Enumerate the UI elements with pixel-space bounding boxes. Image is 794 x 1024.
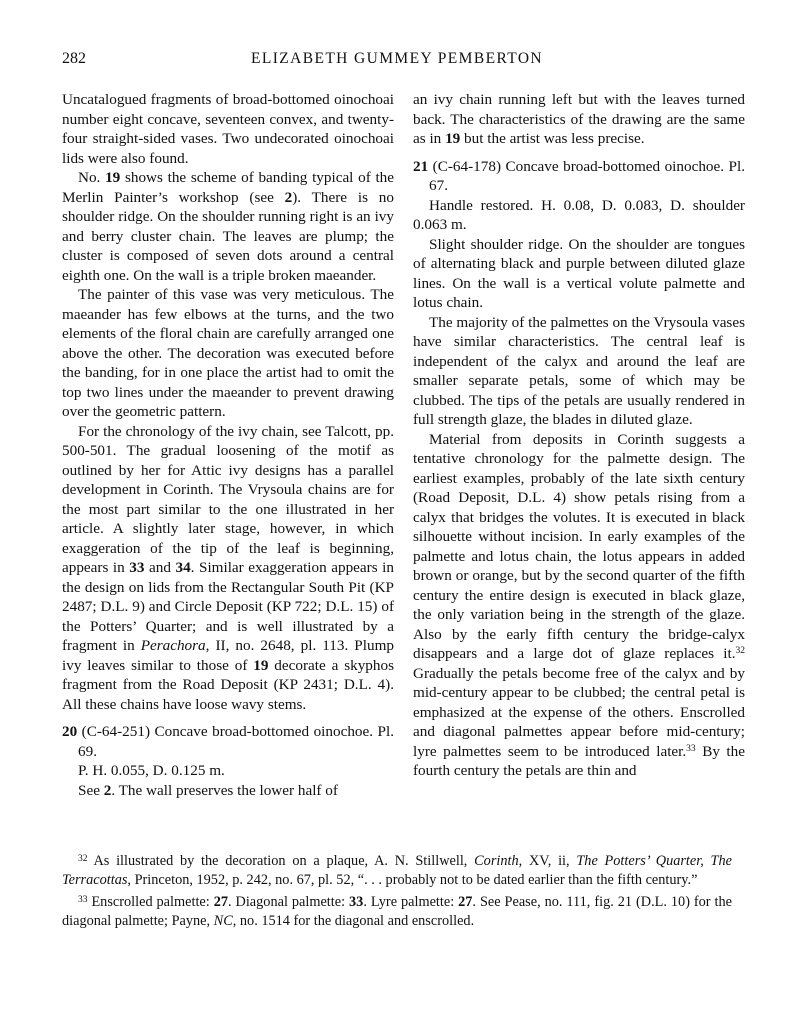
catalogue-dimensions-21: Handle restored. H. 0.08, D. 0.083, D. shoulder 0.063 m. — [413, 196, 745, 233]
catalogue-ref: 19 — [253, 656, 269, 674]
page-number: 282 — [62, 50, 86, 67]
left-column — [62, 90, 394, 800]
paragraph-uncatalogued: Uncatalogued fragments of broad-bottomed oinochoai number eight concave, seventeen convex, and twenty-four straight-sided vases. Two undecorated oinochoai lids were also found. — [62, 91, 394, 167]
footnote-number: 32 — [78, 854, 88, 864]
footnote-marker: 32 — [735, 646, 745, 656]
paragraph-continued: an ivy chain running left but with the leaves turned back. The characteristics of the drawing are the same as in 19 but the artist was less precise. — [413, 91, 745, 147]
catalogue-ref: 2 — [103, 781, 112, 799]
footnote-33: $^{33}$ Enscrolled palmette: 27. Diagonal palmette: 33. Lyre palmette: 27. See Pease, no. 111, fig. 21 (D.L. 10) for the diagonal palmette; Payne, NC, no. 1514 for the diagonal and enscrolled. — [62, 894, 732, 929]
catalogue-ref: 33 — [349, 894, 364, 910]
catalogue-ref: 34 — [175, 559, 191, 576]
paragraph-palmette-chronology: Material from deposits in Corinth suggests a tentative chronology for the palmette design. The earliest examples, probably of the late sixth century (Road Deposit, D.L. 4) show petals rising from a calyx that bridges the volutes. It is executed in black silhouette without incision. In early examples of the palmette and lotus chain, the lotus appears in added brown or orange, but by the second quarter of the fifth century the entire design is executed in black glaze, the only variation being in the strength of the glaze. Also by the early fifth century the bridge-calyx disappears and a large dot of glaze replaces it.$^{32}$ Gradually the petals become free of the calyx and by mid-century appear to be clubbed; the central petal is emphasized at the expense of the others. Enscrolled and diagonal palmettes appear before mid-century; lyre palmettes seem to be introduced later.$^{33}$ By the fourth century the petals are thin and — [413, 430, 745, 779]
paragraph-shoulder-ridge: Slight shoulder ridge. On the shoulder are tongues of alternating black and purple between diluted glaze lines. On the wall is a vertical volute palmette and lotus chain. — [413, 235, 745, 311]
running-head: ELIZABETH GUMMEY PEMBERTON — [250, 50, 544, 67]
italic-title: The Potters’ Quarter, The Terracottas — [62, 853, 732, 888]
paragraph-palmettes: The majority of the palmettes on the Vrysoula vases have similar characteristics. The central leaf is independent of the calyx and around the leaf are smaller separate petals, some of which may be clubbed. The tips of the petals are usually rendered in full strength glaze, the blades in diluted glaze. — [413, 313, 745, 428]
catalogue-ref: 27 — [458, 894, 473, 910]
right-column — [413, 90, 745, 781]
footnote-32: $^{32}$ As illustrated by the decoration on a plaque, A. N. Stillwell, Corinth, XV, ii, The Potters’ Quarter, The Terracottas, Princeton, 1952, p. 242, no. 67, pl. 52, “. . . probably not to be dated earlier than the fifth century.” — [62, 853, 732, 888]
catalogue-ref: 33 — [129, 559, 145, 576]
catalogue-entry-20: 20 (C-64-251) Concave broad-bottomed oinochoe. Pl. 69. — [62, 723, 394, 760]
catalogue-number: 20 — [62, 723, 78, 740]
italic-title: NC — [213, 912, 233, 929]
page-header — [62, 50, 732, 74]
italic-title: Perachora — [140, 637, 206, 654]
footnote-marker: 33 — [686, 743, 696, 754]
catalogue-number: 21 — [413, 157, 429, 175]
paragraph-painter: The painter of this vase was very meticulous. The maeander has few elbows at the turns, and the two elements of the floral chain are carefully arranged one above the other. The decoration was executed before the banding, for in one place the artist had to omit the top two lines under the maeander to prevent drawing over the geometric pattern. — [62, 286, 394, 420]
footnotes — [62, 852, 732, 934]
catalogue-ref: 2 — [284, 188, 293, 206]
catalogue-description-20: See 2. The wall preserves the lower half of — [78, 781, 338, 799]
catalogue-ref: 19 — [105, 169, 121, 186]
catalogue-entry-21: 21 (C-64-178) Concave broad-bottomed oinochoe. Pl. 67. — [413, 157, 745, 194]
paragraph-ivy-chronology: For the chronology of the ivy chain, see Talcott, pp. 500-501. The gradual loosening of the motif as outlined by her for Attic ivy designs has a parallel development in Corinth. The Vrysoula chains are for the most part similar to the one illustrated in her article. A slightly later stage, however, in which exaggeration of the tip of the leaf is beginning, appears in 33 and 34. Similar exaggeration appears in the design on lids from the Rectangular South Pit (KP 2487; D.L. 9) and Circle Deposit (KP 722; D.L. 15) of the Potters’ Quarter; and is well illustrated by a fragment in Perachora, II, no. 2648, pl. 113. Plump ivy leaves similar to those of 19 decorate a skyphos fragment from the Road Deposit (KP 2431; D.L. 4). All these chains have loose wavy stems. — [62, 422, 394, 713]
catalogue-dimensions-20: P. H. 0.055, D. 0.125 m. — [78, 762, 225, 779]
italic-title: Corinth — [474, 853, 519, 869]
catalogue-ref: 19 — [445, 130, 461, 147]
footnote-number: 33 — [78, 895, 88, 905]
catalogue-ref: 27 — [213, 894, 228, 910]
paragraph-no-19: No. 19 shows the scheme of banding typical of the Merlin Painter’s workshop (see 2). There is no shoulder ridge. On the shoulder running right is an ivy and berry cluster chain. The leaves are plump; the cluster is composed of seven dots around a central eighth one. On the wall is a triple broken maeander. — [62, 169, 395, 284]
